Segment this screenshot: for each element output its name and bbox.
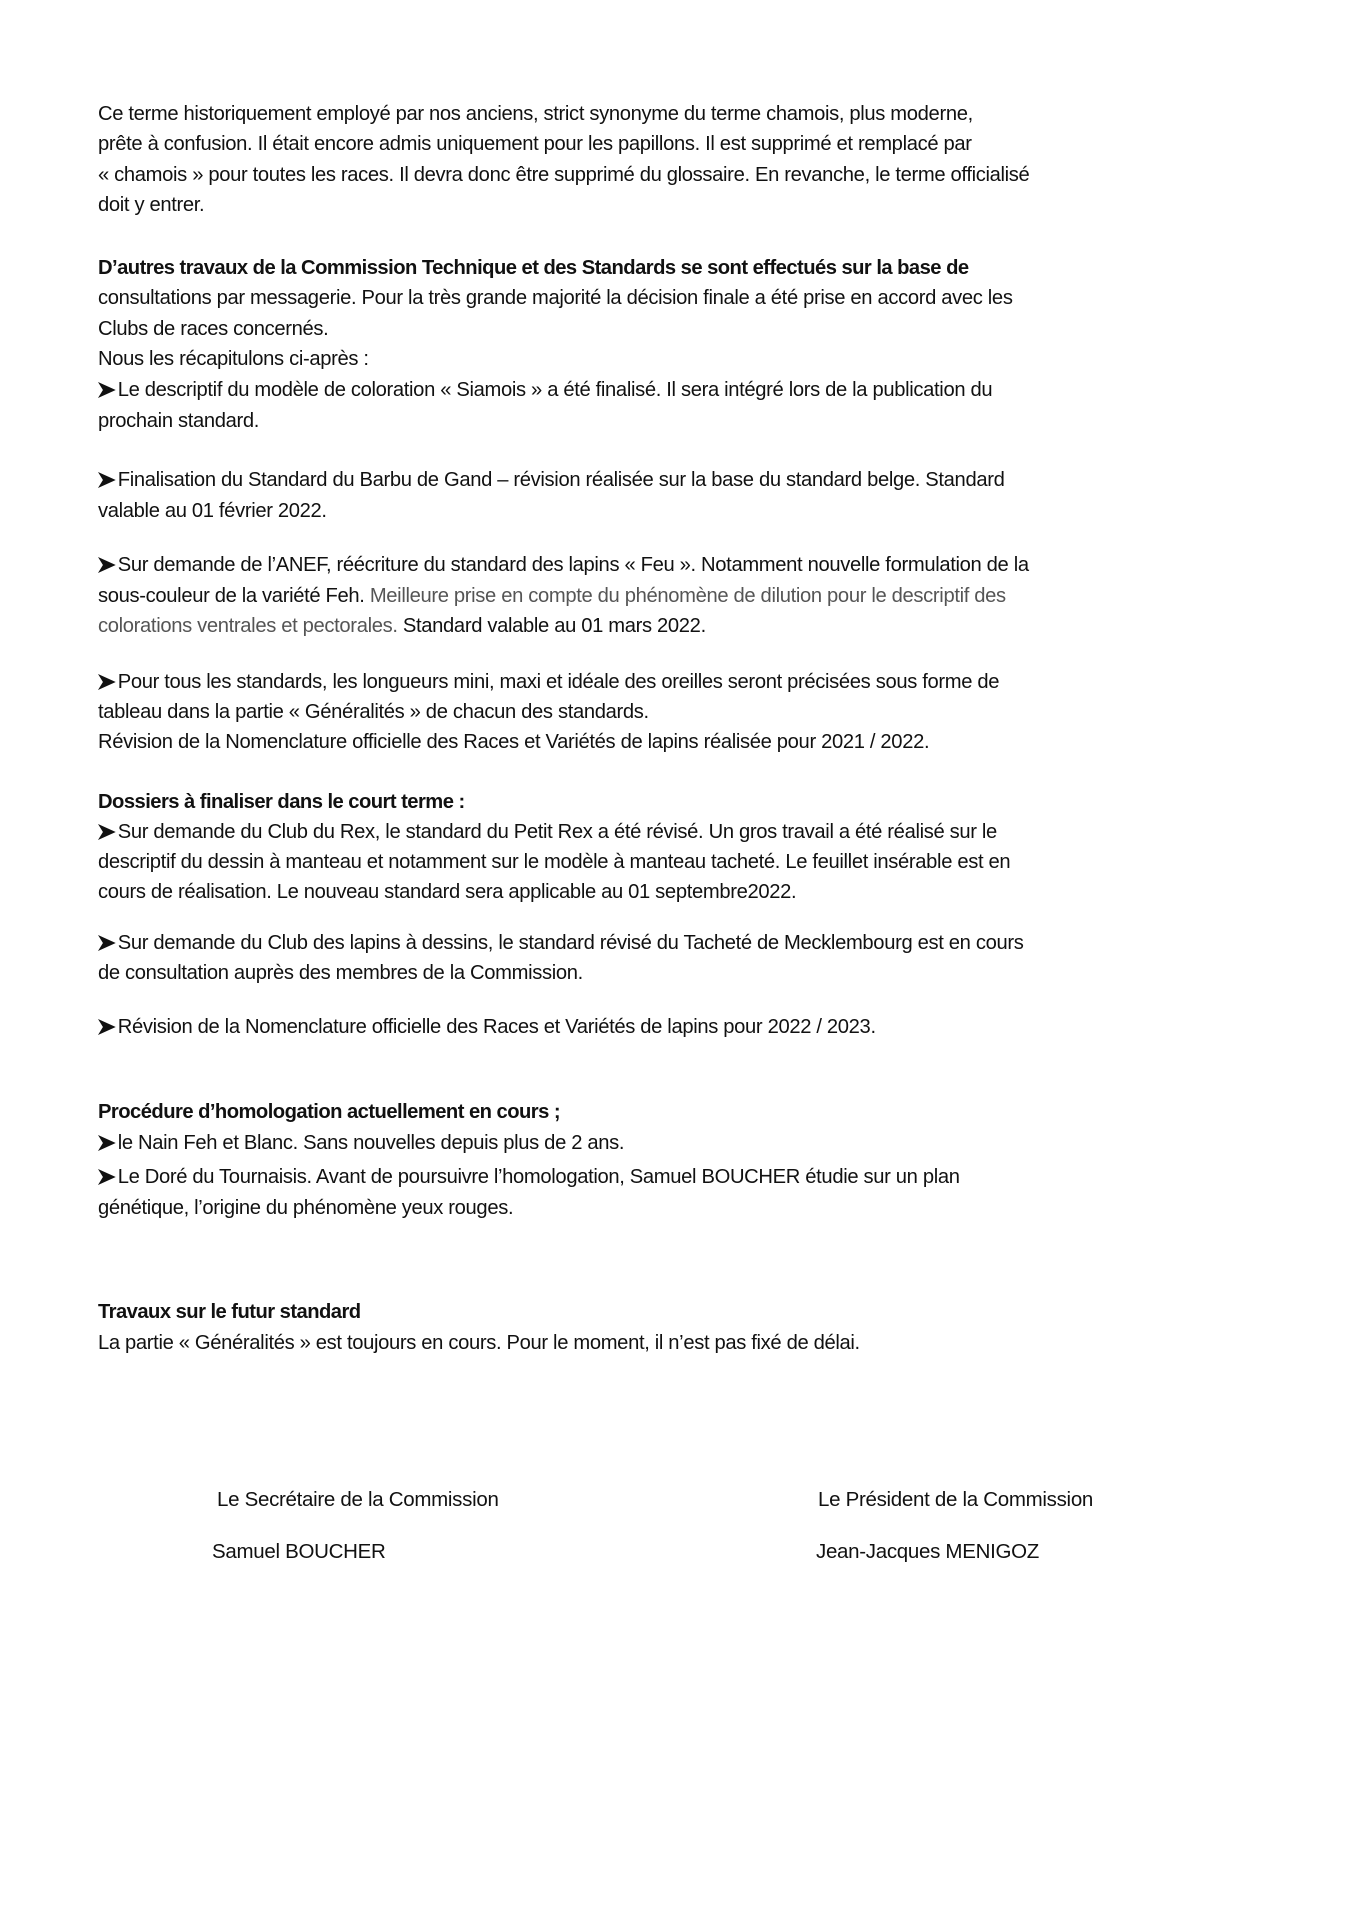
list-item-line [98,1012,876,1042]
text-line: consultations par messagerie. Pour la très grande majorité la décision finale a été prise en accord avec les [98,286,1013,309]
list-item-text-muted: Meilleure prise en compte du phénomène de dilution pour le descriptif des [369,584,1006,607]
list-item-text: Sur demande du Club des lapins à dessins, le standard révisé du Tacheté de Mecklembourg est en cours [117,931,1024,954]
text-line: doit y entrer. [98,193,205,216]
arrow-bullet-icon [98,667,118,697]
section-heading: Procédure d’homologation actuellement en cours ; [98,1100,561,1123]
text-line: Révision de la Nomenclature officielle des Races et Variétés de lapins réalisée pour 2021 / 2022. [98,730,930,753]
president-name: Jean-Jacques MENIGOZ [816,1540,1039,1563]
list-item-line [98,375,992,405]
arrow-bullet-icon [98,928,118,958]
secretary-title: Le Secrétaire de la Commission [217,1488,499,1511]
list-item-text-muted: colorations ventrales et pectorales. [98,614,398,637]
list-item-text: valable au 01 février 2022. [98,499,327,522]
arrow-bullet-icon [98,1012,118,1042]
section-heading: D’autres travaux de la Commission Technique et des Standards se sont effectués sur la base de [98,256,969,279]
list-item-text: Finalisation du Standard du Barbu de Gand – révision réalisée sur la base du standard belge. Standard [117,468,1005,491]
arrow-bullet-icon [98,817,118,847]
list-item-text: de consultation auprès des membres de la Commission. [98,961,583,984]
text-line: Ce terme historiquement employé par nos anciens, strict synonyme du terme chamois, plus moderne, [98,102,973,125]
list-item-line [98,667,999,697]
arrow-bullet-icon [98,465,118,495]
text-line: Clubs de races concernés. [98,317,329,340]
list-item-text: prochain standard. [98,409,260,432]
list-item-text: Sur demande du Club du Rex, le standard du Petit Rex a été révisé. Un gros travail a été réalisé sur le [117,820,997,843]
list-item-line [98,928,1023,958]
list-item-line [98,817,997,847]
text-line: Nous les récapitulons ci-après : [98,347,369,370]
section-heading: Travaux sur le futur standard [98,1300,361,1323]
president-title: Le Président de la Commission [818,1488,1094,1511]
list-item-text: tableau dans la partie « Généralités » de chacun des standards. [98,700,649,723]
list-item-text: sous-couleur de la variété Feh. [98,584,370,607]
list-item-text: Révision de la Nomenclature officielle des Races et Variétés de lapins pour 2022 / 2023. [117,1015,876,1038]
list-item-text: le Nain Feh et Blanc. Sans nouvelles depuis plus de 2 ans. [117,1131,625,1154]
text-line: prête à confusion. Il était encore admis uniquement pour les papillons. Il est supprimé et remplacé par [98,132,972,155]
arrow-bullet-icon [98,1128,118,1158]
list-item-line [98,465,1004,495]
list-item-text: Le Doré du Tournaisis. Avant de poursuivre l’homologation, Samuel BOUCHER étudie sur un plan [117,1165,960,1188]
list-item-text: Pour tous les standards, les longueurs mini, maxi et idéale des oreilles seront précisées sous forme de [117,670,1000,693]
list-item-line [98,1162,960,1192]
list-item-text: cours de réalisation. Le nouveau standard sera applicable au 01 septembre2022. [98,880,797,903]
list-item-line [98,1128,624,1158]
list-item-text: Le descriptif du modèle de coloration « Siamois » a été finalisé. Il sera intégré lors de la publication du [117,378,993,401]
list-item-text: descriptif du dessin à manteau et notamment sur le modèle à manteau tacheté. Le feuillet insérable est en [98,850,1011,873]
arrow-bullet-icon [98,375,118,405]
text-line: « chamois » pour toutes les races. Il devra donc être supprimé du glossaire. En revanche, le terme officialisé [98,163,1030,186]
list-item-text: Standard valable au 01 mars 2022. [397,614,706,637]
text-line: La partie « Généralités » est toujours en cours. Pour le moment, il n’est pas fixé de délai. [98,1331,860,1354]
arrow-bullet-icon [98,1162,118,1192]
list-item-line [98,581,1006,611]
list-item-line [98,611,706,641]
secretary-name: Samuel BOUCHER [212,1540,386,1563]
section-heading: Dossiers à finaliser dans le court terme : [98,790,465,813]
list-item-text: Sur demande de l’ANEF, réécriture du standard des lapins « Feu ». Notamment nouvelle formulation de la [117,553,1029,576]
arrow-bullet-icon [98,550,118,580]
list-item-line [98,550,1029,580]
list-item-text: génétique, l’origine du phénomène yeux rouges. [98,1196,514,1219]
